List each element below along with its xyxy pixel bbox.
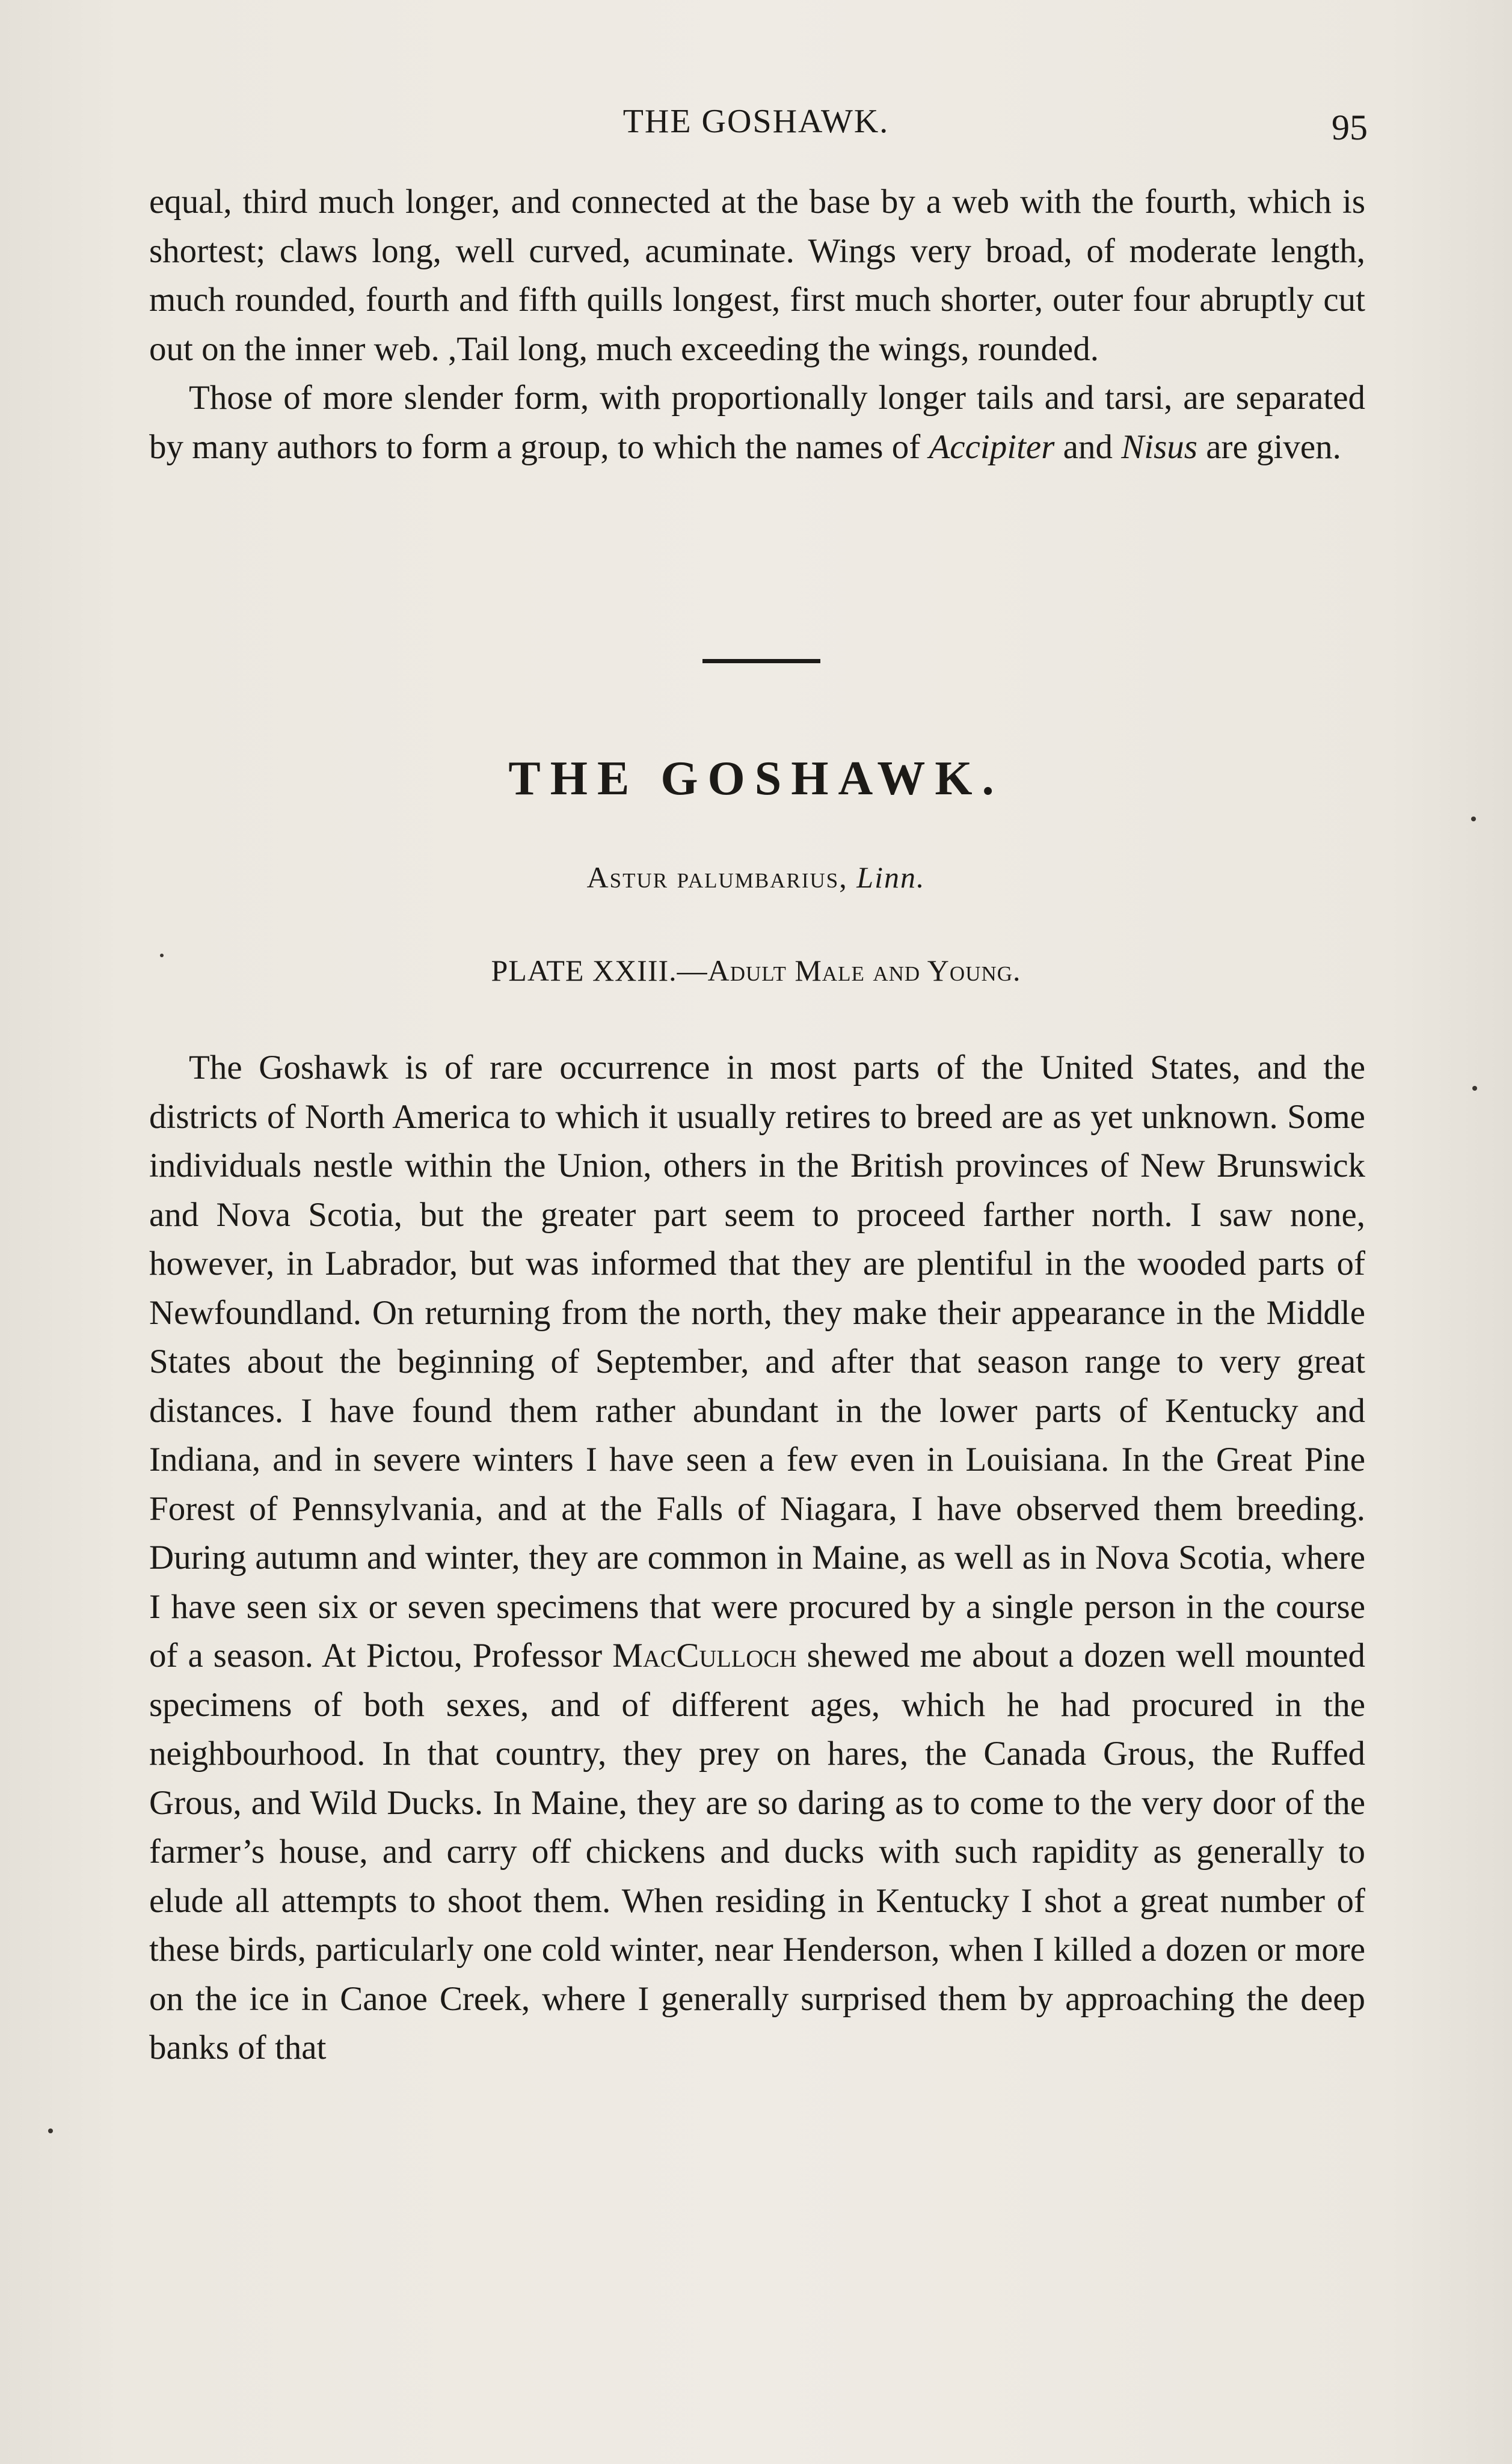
paper-speck xyxy=(1471,817,1476,821)
plate-caption-line xyxy=(0,953,1512,988)
genus-accipiter: Accipiter xyxy=(929,428,1055,466)
genus-nisus: Nisus xyxy=(1121,428,1197,466)
main-text-part-2: shewed me about a dozen well mounted specimens of both sexes, and of different ages, which he had procured in the neighbourhood. In that country, they prey on hares, the Canada Grous, the Ruffed Grous, and Wild Ducks. In Maine, they are so daring as to come to the very door of the farmer’s house, and carry off chickens and ducks with such rapidity as generally to elude all attempts to shoot them. When residing in Kentucky I shot a great number of these birds, particularly one cold winter, near Henderson, when I killed a dozen or more on the ice in Canoe Creek, where I generally surprised them by approaching the deep banks of that xyxy=(149,1637,1365,2067)
article-title: THE GOSHAWK. xyxy=(508,752,1004,805)
paragraph-2-mid: and xyxy=(1054,428,1122,466)
main-text-block xyxy=(149,1043,1365,2073)
continued-paragraph-2 xyxy=(149,373,1365,471)
continued-text-block xyxy=(149,177,1365,471)
paper-speck xyxy=(160,954,164,957)
paragraph-2-end: are given. xyxy=(1197,428,1341,466)
person-name-macculloch: MacCulloch xyxy=(612,1637,797,1675)
running-head: THE GOSHAWK. xyxy=(622,103,890,140)
paper-speck xyxy=(1472,1086,1477,1091)
continued-paragraph-1: equal, third much longer, and connected at the base by a web with the fourth, which is shortest; claws long, well curved, acuminate. Wings very broad, of moderate length, much rounded, fourth and fifth quills longest, first much shorter, outer four abruptly cut out on the inner web. ,Tail long, much exceeding the wings, rounded. xyxy=(149,183,1365,368)
main-text-part-1: The Goshawk is of rare occurrence in most parts of the United States, and the districts of North America to which it usually retires to breed are as yet unknown. Some individuals nestle within the Union, others in the British provinces of New Brunswick and Nova Scotia, but the greater part seem to proceed farther north. I saw none, however, in Labrador, but was informed that they are plentiful in the wooded parts of Newfoundland. On returning from the north, they make their appearance in the Middle States about the beginning of September, and after that season range to very great distances. I have found them rather abundant in the lower parts of Kentucky and Indiana, and in severe winters I have seen a few even in Louisiana. In the Great Pine Forest of Pennsylvania, and at the Falls of Niagara, I have observed them breeding. During autumn and winter, they are common in Maine, as well as in Nova Scotia, where I have seen six or seven specimens that were procured by a single person in the course of a season. At Pictou, Professor xyxy=(149,1049,1365,1675)
latin-name-line xyxy=(0,860,1512,895)
plate-dash: — xyxy=(677,954,708,987)
latin-binomial: Astur palumbarius, xyxy=(586,860,848,894)
plate-number: PLATE XXIII. xyxy=(491,954,677,987)
paragraph-2-start: Those of more slender form, with proportionally longer tails and tarsi, are separated by many authors to form a group, to which the names of xyxy=(149,379,1365,466)
plate-caption: Adult Male and Young. xyxy=(707,954,1021,987)
main-paragraph xyxy=(149,1043,1365,2073)
section-divider-rule xyxy=(702,659,820,663)
latin-authority: Linn. xyxy=(856,860,926,894)
paper-speck xyxy=(48,2128,53,2133)
page-number: 95 xyxy=(1332,108,1368,147)
